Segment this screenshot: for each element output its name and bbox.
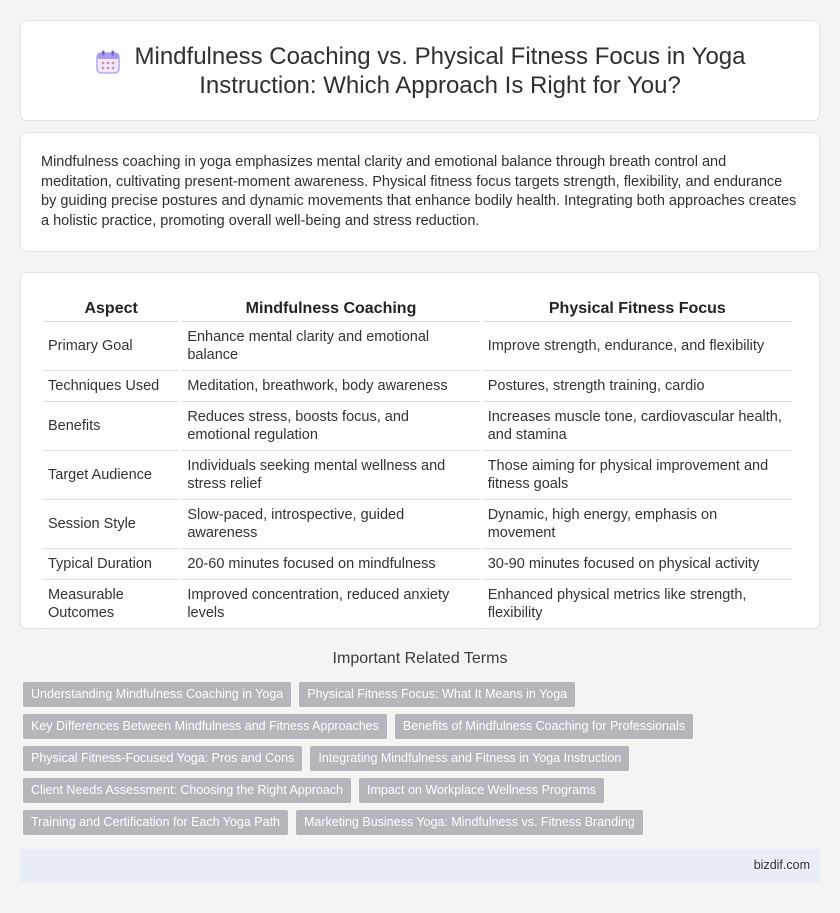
table-cell-fitness: 30-90 minutes focused on physical activity	[483, 549, 792, 580]
table-row	[43, 549, 792, 580]
intro-card	[20, 132, 820, 252]
related-tag[interactable]: Client Needs Assessment: Choosing the Right Approach	[23, 778, 351, 803]
table-cell-mindfulness: Improved concentration, reduced anxiety levels	[182, 580, 479, 629]
related-tags-row	[23, 714, 693, 739]
related-tag[interactable]: Physical Fitness-Focused Yoga: Pros and Cons	[23, 746, 302, 771]
table-cell-aspect: Session Style	[43, 500, 179, 549]
table-row	[43, 371, 792, 402]
header-card	[20, 20, 820, 121]
table-row	[43, 322, 792, 371]
related-tags-row	[23, 778, 604, 803]
related-tag[interactable]: Marketing Business Yoga: Mindfulness vs. Fitness Branding	[296, 810, 643, 835]
table-cell-fitness: Postures, strength training, cardio	[483, 371, 792, 402]
related-tag[interactable]: Understanding Mindfulness Coaching in Yoga	[23, 682, 291, 707]
table-cell-aspect: Techniques Used	[43, 371, 179, 402]
table-cell-fitness: Enhanced physical metrics like strength, flexibility	[483, 580, 792, 629]
column-header-aspect: Aspect	[43, 295, 179, 322]
intro-paragraph: Mindfulness coaching in yoga emphasizes mental clarity and emotional balance through breath control and meditation, cultivating present-moment awareness. Physical fitness focus targets strength, flexibility, and endurance by guiding precise postures and dynamic movements that enhance bodily health. Integrating both approaches creates a holistic practice, promoting overall well-being and stress reduction.	[41, 154, 797, 229]
related-terms-title: Important Related Terms	[332, 650, 508, 667]
table-row	[43, 402, 792, 451]
related-tag[interactable]: Training and Certification for Each Yoga Path	[23, 810, 288, 835]
table-cell-mindfulness: Meditation, breathwork, body awareness	[182, 371, 479, 402]
table-cell-mindfulness: Reduces stress, boosts focus, and emotional regulation	[182, 402, 479, 451]
table-cell-fitness: Increases muscle tone, cardiovascular health, and stamina	[483, 402, 792, 451]
table-cell-fitness: Improve strength, endurance, and flexibility	[483, 322, 792, 371]
related-tags-row	[23, 746, 629, 771]
comparison-card	[20, 272, 820, 629]
table-cell-aspect: Typical Duration	[43, 549, 179, 580]
column-header-fitness: Physical Fitness Focus	[483, 295, 792, 322]
related-tag[interactable]: Key Differences Between Mindfulness and Fitness Approaches	[23, 714, 387, 739]
related-tags-row	[23, 682, 575, 707]
related-tag[interactable]: Benefits of Mindfulness Coaching for Professionals	[395, 714, 693, 739]
table-cell-mindfulness: Slow-paced, introspective, guided awareness	[182, 500, 479, 549]
table-cell-aspect: Target Audience	[43, 451, 179, 500]
related-tag[interactable]: Physical Fitness Focus: What It Means in Yoga	[299, 682, 575, 707]
table-header-row	[43, 295, 792, 322]
table-cell-aspect: Measurable Outcomes	[43, 580, 179, 629]
related-tags-row	[23, 810, 643, 835]
table-cell-fitness: Those aiming for physical improvement and fitness goals	[483, 451, 792, 500]
comparison-table	[40, 295, 795, 629]
table-cell-fitness: Dynamic, high energy, emphasis on movement	[483, 500, 792, 549]
related-tag[interactable]: Integrating Mindfulness and Fitness in Yoga Instruction	[310, 746, 629, 771]
related-tag[interactable]: Impact on Workplace Wellness Programs	[359, 778, 604, 803]
table-cell-aspect: Primary Goal	[43, 322, 179, 371]
table-cell-mindfulness: Enhance mental clarity and emotional balance	[182, 322, 479, 371]
table-cell-aspect: Benefits	[43, 402, 179, 451]
table-cell-mindfulness: Individuals seeking mental wellness and stress relief	[182, 451, 479, 500]
table-row	[43, 500, 792, 549]
table-row	[43, 580, 792, 629]
table-row	[43, 451, 792, 500]
page-title: Mindfulness Coaching vs. Physical Fitness Focus in Yoga Instruction: Which Approach Is Right for You?	[134, 42, 746, 99]
table-cell-mindfulness: 20-60 minutes focused on mindfulness	[182, 549, 479, 580]
column-header-mindfulness: Mindfulness Coaching	[182, 295, 479, 322]
footer-brand[interactable]: bizdif.com	[753, 858, 810, 872]
footer	[20, 849, 820, 882]
